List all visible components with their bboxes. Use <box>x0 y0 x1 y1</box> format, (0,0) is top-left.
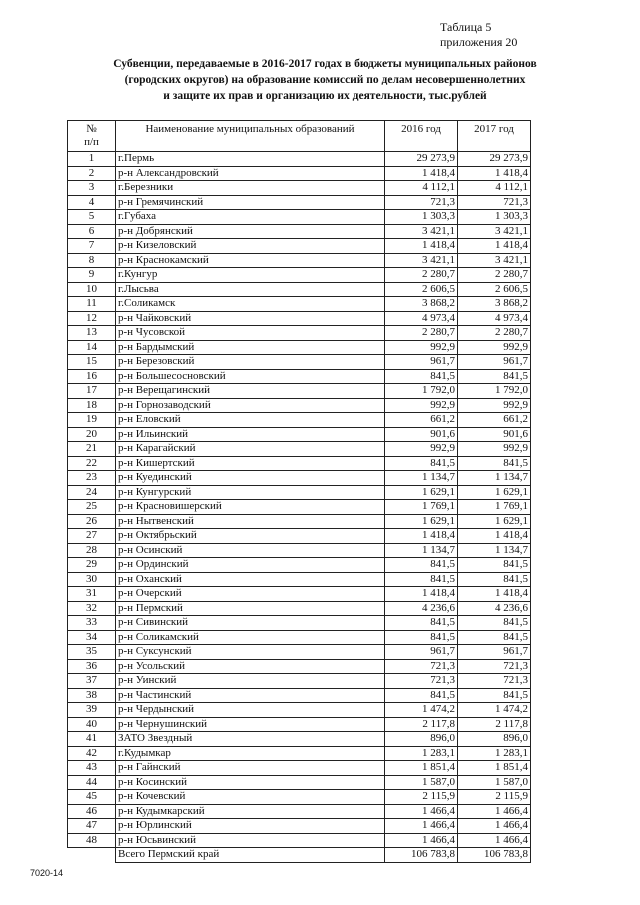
row-name: р-н Косинский <box>116 775 385 790</box>
row-value-2017: 1 851,4 <box>458 761 531 776</box>
row-value-2017: 2 115,9 <box>458 790 531 805</box>
row-number: 28 <box>68 543 116 558</box>
row-value-2017: 1 466,4 <box>458 804 531 819</box>
table-row <box>68 572 531 587</box>
total-blank-cell <box>68 848 116 863</box>
row-value-2016: 992,9 <box>385 442 458 457</box>
table-row <box>68 166 531 181</box>
row-value-2017: 841,5 <box>458 456 531 471</box>
row-name: р-н Юрлинский <box>116 819 385 834</box>
row-number: 45 <box>68 790 116 805</box>
table-row <box>68 587 531 602</box>
row-value-2016: 992,9 <box>385 340 458 355</box>
row-name: р-н Усольский <box>116 659 385 674</box>
row-value-2017: 1 792,0 <box>458 384 531 399</box>
row-value-2016: 1 134,7 <box>385 543 458 558</box>
table-row <box>68 282 531 297</box>
table-row <box>68 413 531 428</box>
row-number: 9 <box>68 268 116 283</box>
row-value-2016: 841,5 <box>385 456 458 471</box>
row-number: 20 <box>68 427 116 442</box>
row-value-2016: 4 112,1 <box>385 181 458 196</box>
row-number: 37 <box>68 674 116 689</box>
row-value-2016: 1 466,4 <box>385 833 458 848</box>
row-number: 27 <box>68 529 116 544</box>
total-value-2017: 106 783,8 <box>458 848 531 863</box>
table-row <box>68 471 531 486</box>
table-row <box>68 761 531 776</box>
row-value-2017: 841,5 <box>458 616 531 631</box>
row-value-2017: 1 418,4 <box>458 529 531 544</box>
title-line-2: (городских округов) на образование комиссий по делам несовершеннолетних <box>124 74 526 86</box>
row-value-2016: 961,7 <box>385 355 458 370</box>
row-number: 42 <box>68 746 116 761</box>
row-number: 39 <box>68 703 116 718</box>
row-value-2017: 3 421,1 <box>458 253 531 268</box>
table-row <box>68 268 531 283</box>
subsidies-table <box>67 120 531 863</box>
table-row <box>68 717 531 732</box>
table-row <box>68 601 531 616</box>
row-value-2016: 841,5 <box>385 630 458 645</box>
row-value-2016: 1 303,3 <box>385 210 458 225</box>
table-row <box>68 195 531 210</box>
table-row <box>68 311 531 326</box>
row-value-2016: 901,6 <box>385 427 458 442</box>
row-name: р-н Очерский <box>116 587 385 602</box>
table-row <box>68 514 531 529</box>
row-name: р-н Еловский <box>116 413 385 428</box>
row-number: 41 <box>68 732 116 747</box>
row-number: 48 <box>68 833 116 848</box>
row-number: 10 <box>68 282 116 297</box>
row-value-2017: 1 134,7 <box>458 543 531 558</box>
row-name: р-н Бардымский <box>116 340 385 355</box>
table-row <box>68 659 531 674</box>
row-name: р-н Карагайский <box>116 442 385 457</box>
row-value-2017: 1 418,4 <box>458 166 531 181</box>
row-name: г.Губаха <box>116 210 385 225</box>
row-value-2016: 3 421,1 <box>385 224 458 239</box>
row-value-2017: 841,5 <box>458 630 531 645</box>
row-value-2016: 1 466,4 <box>385 804 458 819</box>
row-number: 33 <box>68 616 116 631</box>
table-row <box>68 500 531 515</box>
row-number: 8 <box>68 253 116 268</box>
row-value-2016: 4 236,6 <box>385 601 458 616</box>
row-number: 3 <box>68 181 116 196</box>
table-row <box>68 543 531 558</box>
title-line-3: и защите их прав и организацию их деятельности, тыс.рублей <box>163 90 487 102</box>
row-value-2017: 901,6 <box>458 427 531 442</box>
row-value-2016: 2 606,5 <box>385 282 458 297</box>
row-value-2016: 992,9 <box>385 398 458 413</box>
row-name: г.Кунгур <box>116 268 385 283</box>
row-name: р-н Красновишерский <box>116 500 385 515</box>
table-row <box>68 833 531 848</box>
row-value-2016: 1 418,4 <box>385 529 458 544</box>
table-row <box>68 775 531 790</box>
table-row <box>68 398 531 413</box>
row-number: 24 <box>68 485 116 500</box>
table-row <box>68 297 531 312</box>
row-value-2017: 721,3 <box>458 674 531 689</box>
row-value-2016: 841,5 <box>385 616 458 631</box>
row-value-2016: 721,3 <box>385 659 458 674</box>
header-2017: 2017 год <box>458 121 531 152</box>
row-number: 7 <box>68 239 116 254</box>
row-value-2017: 1 134,7 <box>458 471 531 486</box>
row-name: р-н Гайнский <box>116 761 385 776</box>
row-value-2016: 1 769,1 <box>385 500 458 515</box>
row-value-2017: 721,3 <box>458 659 531 674</box>
row-value-2017: 2 280,7 <box>458 326 531 341</box>
table-row <box>68 340 531 355</box>
row-value-2016: 1 629,1 <box>385 514 458 529</box>
row-name: р-н Большесосновский <box>116 369 385 384</box>
row-number: 14 <box>68 340 116 355</box>
row-value-2017: 1 629,1 <box>458 514 531 529</box>
row-value-2017: 992,9 <box>458 398 531 413</box>
table-row <box>68 790 531 805</box>
row-value-2017: 2 117,8 <box>458 717 531 732</box>
header-2016: 2016 год <box>385 121 458 152</box>
row-number: 12 <box>68 311 116 326</box>
table-row <box>68 630 531 645</box>
row-value-2016: 841,5 <box>385 558 458 573</box>
row-number: 23 <box>68 471 116 486</box>
row-name: р-н Нытвенский <box>116 514 385 529</box>
row-name: р-н Кишертский <box>116 456 385 471</box>
row-number: 22 <box>68 456 116 471</box>
row-value-2016: 2 280,7 <box>385 268 458 283</box>
table-row <box>68 152 531 167</box>
row-name: р-н Сивинский <box>116 616 385 631</box>
table-row <box>68 427 531 442</box>
row-name: г.Пермь <box>116 152 385 167</box>
row-name: р-н Березовский <box>116 355 385 370</box>
table-row <box>68 239 531 254</box>
row-name: р-н Кочевский <box>116 790 385 805</box>
document-code: 7020-14 <box>30 868 64 878</box>
row-number: 5 <box>68 210 116 225</box>
row-name: р-н Чердынский <box>116 703 385 718</box>
row-value-2017: 721,3 <box>458 195 531 210</box>
row-value-2017: 29 273,9 <box>458 152 531 167</box>
row-value-2017: 841,5 <box>458 558 531 573</box>
row-number: 25 <box>68 500 116 515</box>
row-name: г.Соликамск <box>116 297 385 312</box>
table-row <box>68 558 531 573</box>
row-name: р-н Добрянский <box>116 224 385 239</box>
total-row <box>68 848 531 863</box>
row-value-2017: 3 868,2 <box>458 297 531 312</box>
row-number: 31 <box>68 587 116 602</box>
row-number: 40 <box>68 717 116 732</box>
row-value-2016: 2 117,8 <box>385 717 458 732</box>
table-number: Таблица 5 <box>440 20 492 34</box>
row-name: р-н Кизеловский <box>116 239 385 254</box>
row-name: р-н Уинский <box>116 674 385 689</box>
row-value-2016: 1 587,0 <box>385 775 458 790</box>
row-value-2017: 992,9 <box>458 442 531 457</box>
row-number: 44 <box>68 775 116 790</box>
table-row <box>68 181 531 196</box>
row-number: 17 <box>68 384 116 399</box>
document-title <box>60 56 590 104</box>
row-number: 30 <box>68 572 116 587</box>
row-value-2016: 1 418,4 <box>385 587 458 602</box>
row-number: 2 <box>68 166 116 181</box>
row-number: 32 <box>68 601 116 616</box>
row-value-2017: 1 769,1 <box>458 500 531 515</box>
row-value-2016: 3 421,1 <box>385 253 458 268</box>
table-row <box>68 224 531 239</box>
table-caption <box>440 20 517 50</box>
table-row <box>68 645 531 660</box>
row-name: р-н Октябрьский <box>116 529 385 544</box>
total-label: Всего Пермский край <box>116 848 385 863</box>
row-value-2017: 841,5 <box>458 369 531 384</box>
table-row <box>68 326 531 341</box>
row-number: 35 <box>68 645 116 660</box>
row-number: 29 <box>68 558 116 573</box>
table-row <box>68 384 531 399</box>
row-name: р-н Суксунский <box>116 645 385 660</box>
table-row <box>68 210 531 225</box>
row-value-2017: 2 606,5 <box>458 282 531 297</box>
row-value-2017: 4 236,6 <box>458 601 531 616</box>
appendix-number: приложения 20 <box>440 35 518 49</box>
row-value-2017: 661,2 <box>458 413 531 428</box>
row-name: р-н Осинский <box>116 543 385 558</box>
row-value-2017: 1 418,4 <box>458 587 531 602</box>
row-value-2016: 1 474,2 <box>385 703 458 718</box>
row-value-2016: 29 273,9 <box>385 152 458 167</box>
table-row <box>68 688 531 703</box>
row-value-2017: 1 466,4 <box>458 819 531 834</box>
row-number: 16 <box>68 369 116 384</box>
table-row <box>68 674 531 689</box>
table-row <box>68 485 531 500</box>
title-line-1: Субвенции, передаваемые в 2016-2017 годах в бюджеты муниципальных районов <box>113 58 537 70</box>
row-name: р-н Юсьвинский <box>116 833 385 848</box>
row-value-2016: 721,3 <box>385 195 458 210</box>
row-number: 18 <box>68 398 116 413</box>
row-name: р-н Частинский <box>116 688 385 703</box>
row-number: 21 <box>68 442 116 457</box>
row-number: 19 <box>68 413 116 428</box>
table-row <box>68 355 531 370</box>
row-value-2017: 841,5 <box>458 572 531 587</box>
row-value-2016: 1 283,1 <box>385 746 458 761</box>
header-name: Наименование муниципальных образований <box>116 121 385 152</box>
row-value-2016: 1 134,7 <box>385 471 458 486</box>
row-name: р-н Соликамский <box>116 630 385 645</box>
row-name: г.Лысьва <box>116 282 385 297</box>
row-value-2017: 841,5 <box>458 688 531 703</box>
row-value-2016: 1 418,4 <box>385 239 458 254</box>
row-name: р-н Гремячинский <box>116 195 385 210</box>
table-row <box>68 456 531 471</box>
row-name: р-н Ординский <box>116 558 385 573</box>
table-header-row <box>68 121 531 152</box>
row-value-2016: 961,7 <box>385 645 458 660</box>
row-value-2016: 2 280,7 <box>385 326 458 341</box>
row-value-2017: 4 112,1 <box>458 181 531 196</box>
row-value-2016: 1 418,4 <box>385 166 458 181</box>
row-value-2016: 841,5 <box>385 369 458 384</box>
table-row <box>68 819 531 834</box>
row-value-2017: 4 973,4 <box>458 311 531 326</box>
total-value-2016: 106 783,8 <box>385 848 458 863</box>
row-value-2017: 2 280,7 <box>458 268 531 283</box>
table-row <box>68 732 531 747</box>
row-name: р-н Кунгурский <box>116 485 385 500</box>
row-number: 34 <box>68 630 116 645</box>
row-name: р-н Чернушинский <box>116 717 385 732</box>
row-value-2016: 721,3 <box>385 674 458 689</box>
row-value-2017: 961,7 <box>458 355 531 370</box>
row-name: р-н Чайковский <box>116 311 385 326</box>
header-number: № п/п <box>68 121 116 152</box>
row-value-2016: 841,5 <box>385 572 458 587</box>
row-name: р-н Верещагинский <box>116 384 385 399</box>
table-row <box>68 746 531 761</box>
table-row <box>68 442 531 457</box>
row-name: р-н Александровский <box>116 166 385 181</box>
row-number: 43 <box>68 761 116 776</box>
row-number: 13 <box>68 326 116 341</box>
row-value-2016: 841,5 <box>385 688 458 703</box>
table-row <box>68 369 531 384</box>
row-number: 26 <box>68 514 116 529</box>
row-value-2017: 1 474,2 <box>458 703 531 718</box>
row-value-2016: 1 851,4 <box>385 761 458 776</box>
row-value-2016: 896,0 <box>385 732 458 747</box>
row-value-2017: 1 629,1 <box>458 485 531 500</box>
row-number: 36 <box>68 659 116 674</box>
row-value-2016: 4 973,4 <box>385 311 458 326</box>
row-number: 46 <box>68 804 116 819</box>
row-value-2017: 1 466,4 <box>458 833 531 848</box>
row-number: 6 <box>68 224 116 239</box>
table-row <box>68 804 531 819</box>
row-value-2017: 1 303,3 <box>458 210 531 225</box>
row-number: 38 <box>68 688 116 703</box>
row-name: р-н Ильинский <box>116 427 385 442</box>
row-value-2016: 2 115,9 <box>385 790 458 805</box>
row-name: р-н Оханский <box>116 572 385 587</box>
row-name: р-н Горнозаводский <box>116 398 385 413</box>
row-name: р-н Краснокамский <box>116 253 385 268</box>
row-number: 4 <box>68 195 116 210</box>
row-name: г.Березники <box>116 181 385 196</box>
row-value-2017: 992,9 <box>458 340 531 355</box>
table-row <box>68 616 531 631</box>
row-name: р-н Кудымкарский <box>116 804 385 819</box>
table-row <box>68 253 531 268</box>
row-value-2017: 896,0 <box>458 732 531 747</box>
row-number: 11 <box>68 297 116 312</box>
row-name: ЗАТО Звездный <box>116 732 385 747</box>
row-value-2016: 661,2 <box>385 413 458 428</box>
row-number: 1 <box>68 152 116 167</box>
row-value-2016: 1 629,1 <box>385 485 458 500</box>
row-name: г.Кудымкар <box>116 746 385 761</box>
row-name: р-н Пермский <box>116 601 385 616</box>
row-number: 47 <box>68 819 116 834</box>
row-number: 15 <box>68 355 116 370</box>
row-value-2017: 1 587,0 <box>458 775 531 790</box>
row-value-2017: 3 421,1 <box>458 224 531 239</box>
row-name: р-н Чусовской <box>116 326 385 341</box>
row-value-2016: 3 868,2 <box>385 297 458 312</box>
row-value-2016: 1 466,4 <box>385 819 458 834</box>
row-value-2016: 1 792,0 <box>385 384 458 399</box>
row-value-2017: 1 418,4 <box>458 239 531 254</box>
table-row <box>68 529 531 544</box>
row-name: р-н Куединский <box>116 471 385 486</box>
row-value-2017: 1 283,1 <box>458 746 531 761</box>
row-value-2017: 961,7 <box>458 645 531 660</box>
table-row <box>68 703 531 718</box>
